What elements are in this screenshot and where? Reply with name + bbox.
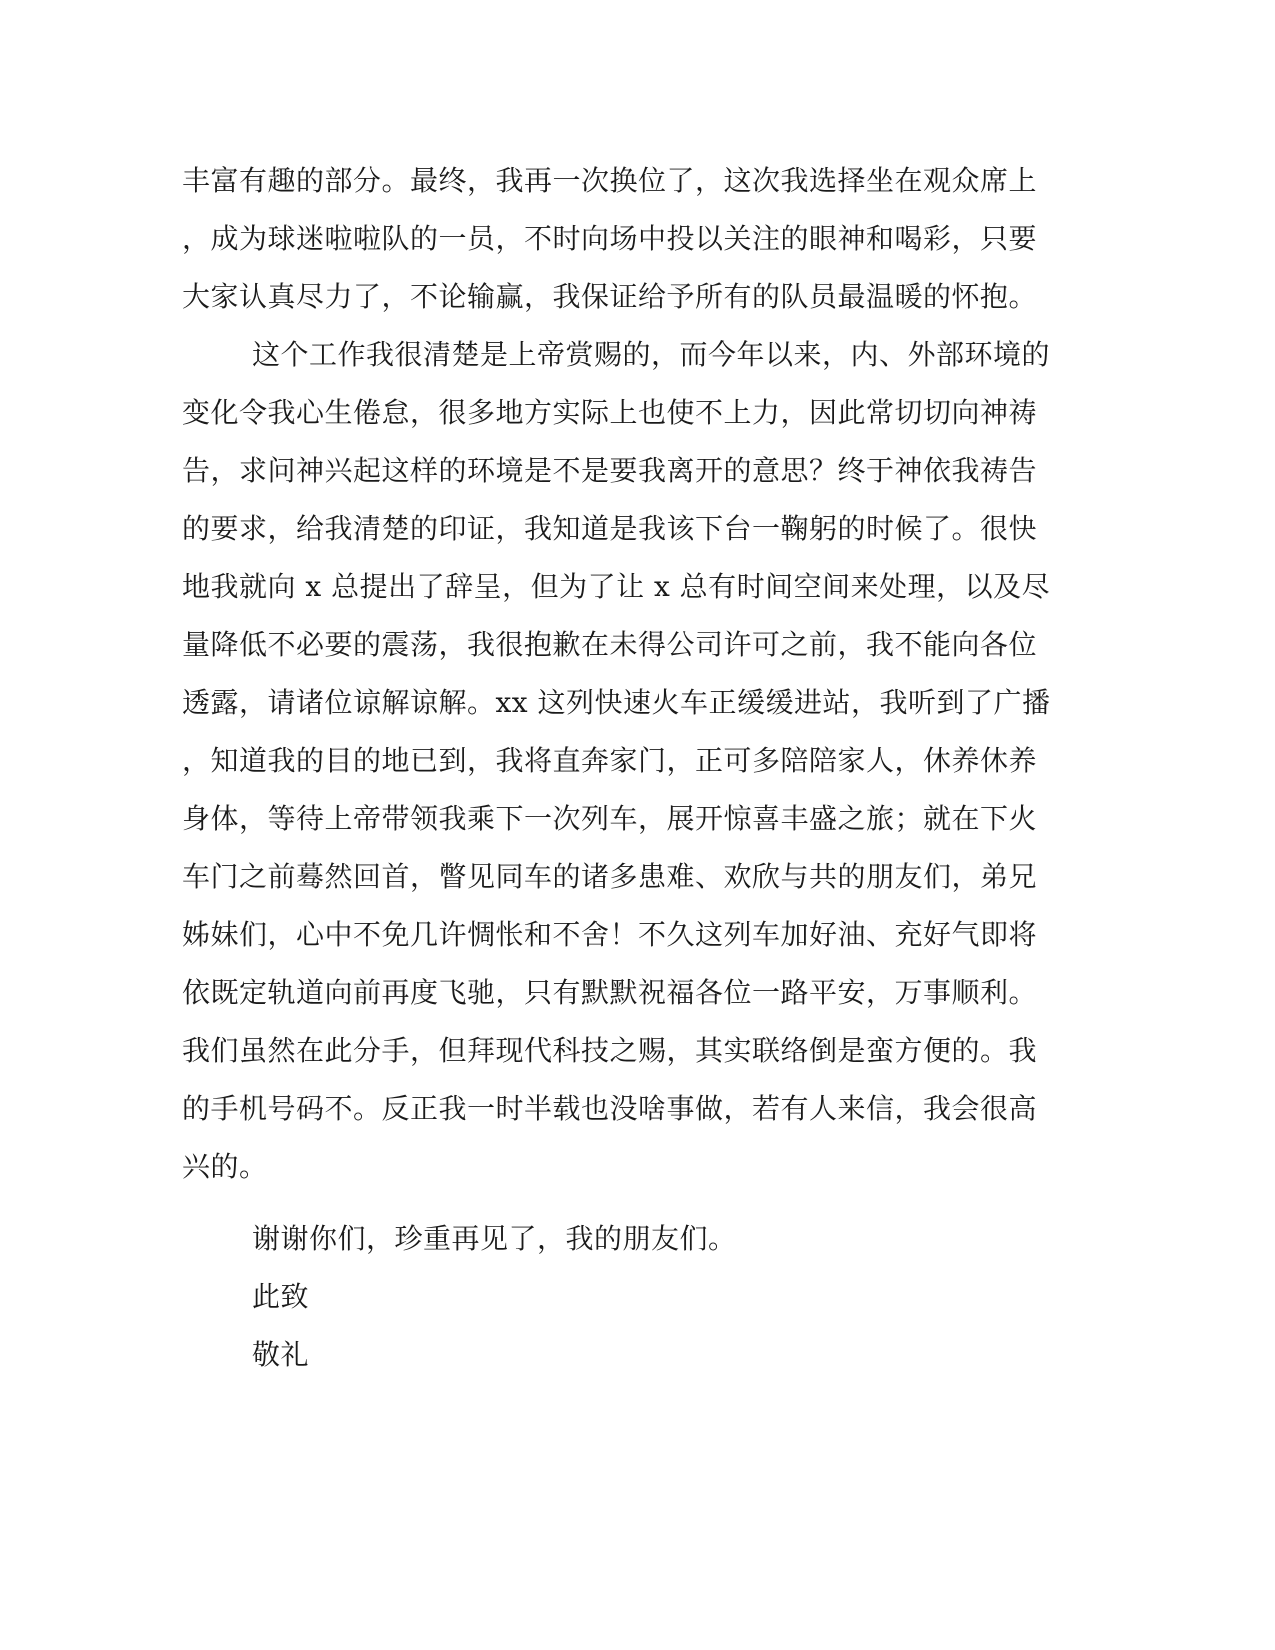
- paragraph-2-line-15: 兴的。: [182, 1150, 268, 1183]
- paragraph-2-line-12: 依既定轨道向前再度飞驰，只有默默祝福各位一路平安，万事顺利。: [182, 976, 1038, 1009]
- paragraph-1-line-1: 丰富有趣的部分。最终，我再一次换位了，这次我选择坐在观众席上: [182, 164, 1038, 197]
- paragraph-2-line-1: 这个工作我很清楚是上帝赏赐的，而今年以来，内、外部环境的: [252, 338, 1051, 371]
- paragraph-2-line-5: 地我就向 x 总提出了辞呈，但为了让 x 总有时间空间来处理，以及尽: [182, 570, 1051, 603]
- paragraph-1-line-3: 大家认真尽力了，不论输赢，我保证给予所有的队员最温暖的怀抱。: [182, 280, 1038, 313]
- paragraph-2-line-3: 告，求问神兴起这样的环境是不是要我离开的意思？终于神依我祷告: [182, 454, 1038, 487]
- paragraph-2-line-8: ，知道我的目的地已到，我将直奔家门，正可多陪陪家人，休养休养: [182, 744, 1038, 777]
- paragraph-2-line-2: 变化令我心生倦怠，很多地方实际上也使不上力，因此常切切向神祷: [182, 396, 1038, 429]
- paragraph-2-line-4: 的要求，给我清楚的印证，我知道是我该下台一鞠躬的时候了。很快: [182, 512, 1038, 545]
- paragraph-2-line-10: 车门之前蓦然回首，瞥见同车的诸多患难、欢欣与共的朋友们，弟兄: [182, 860, 1038, 893]
- closing-line: 谢谢你们，珍重再见了，我的朋友们。: [252, 1222, 737, 1255]
- paragraph-1-line-2: ，成为球迷啦啦队的一员，不时向场中投以关注的眼神和喝彩，只要: [182, 222, 1038, 255]
- paragraph-2-line-7: 透露，请诸位谅解谅解。xx 这列快速火车正缓缓进站，我听到了广播: [182, 686, 1051, 719]
- paragraph-2-line-13: 我们虽然在此分手，但拜现代科技之赐，其实联络倒是蛮方便的。我: [182, 1034, 1038, 1067]
- paragraph-2-line-11: 姊妹们，心中不免几许惆怅和不舍！不久这列车加好油、充好气即将: [182, 918, 1038, 951]
- paragraph-2-line-14: 的手机号码不。反正我一时半载也没啥事做，若有人来信，我会很高: [182, 1092, 1038, 1125]
- paragraph-2-line-9: 身体，等待上帝带领我乘下一次列车，展开惊喜丰盛之旅；就在下火: [182, 802, 1038, 835]
- salutation-line-1: 此致: [252, 1280, 310, 1313]
- paragraph-2-line-6: 量降低不必要的震荡，我很抱歉在未得公司许可之前，我不能向各位: [182, 628, 1038, 661]
- salutation-line-2: 敬礼: [252, 1338, 310, 1371]
